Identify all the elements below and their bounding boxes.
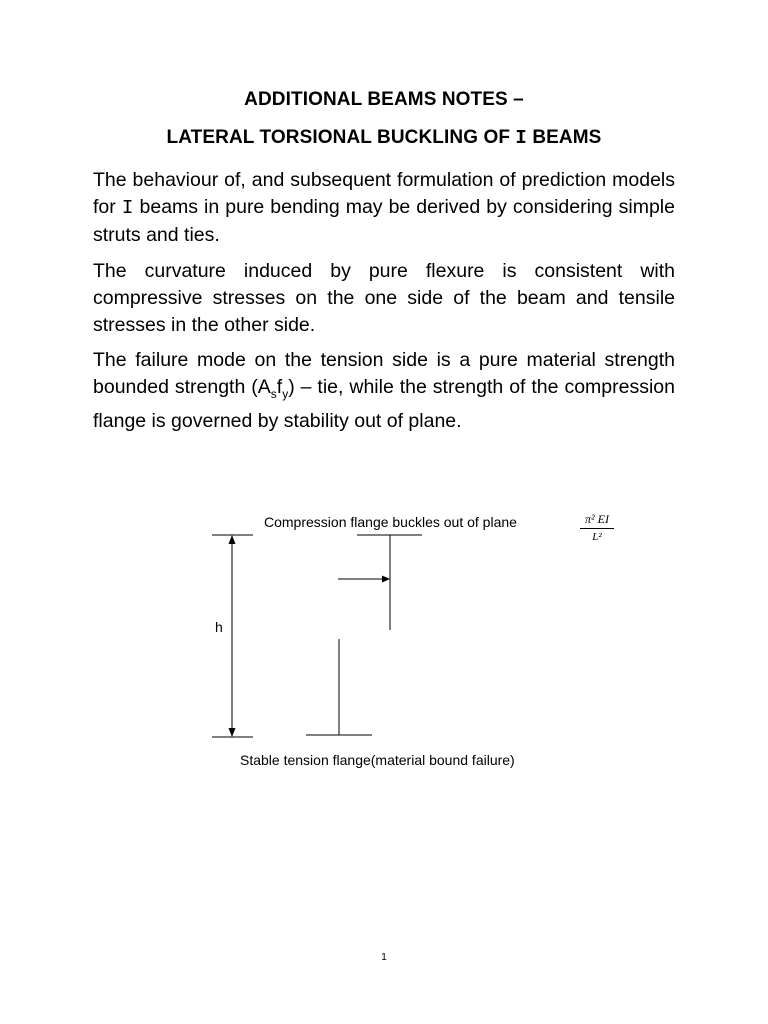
paragraph-curvature: The curvature induced by pure flexure is consistent with compressive stresses on the one side of the beam and tensile stresses in the other side. (93, 260, 675, 336)
euler-buckling-formula (578, 512, 616, 543)
document-subtitle (0, 127, 768, 149)
paragraph-3-f: f (276, 376, 283, 398)
subtitle-text-start: LATERAL TORSIONAL BUCKLING OF (166, 127, 516, 148)
document-title (0, 89, 768, 111)
subtitle-beam-symbol: I (515, 127, 527, 149)
paragraph-failure-mode (93, 347, 675, 435)
subscript-y: y (282, 386, 289, 401)
paragraph-1-beam-symbol: I (121, 197, 134, 219)
subtitle-text-end: BEAMS (526, 127, 602, 148)
compression-flange-label: Compression flange buckles out of plane (264, 514, 517, 530)
formula-numerator: π² EI (585, 512, 609, 526)
paragraph-3-end: ) – tie, while the strength of the compression flange is governed by stability out of plane. (93, 376, 675, 432)
height-arrow-bottom (229, 728, 236, 737)
subscript-s: s (270, 386, 277, 401)
height-arrow-top (229, 535, 236, 544)
paragraph-behaviour (93, 167, 675, 249)
height-label: h (215, 619, 223, 635)
title-line-1: ADDITIONAL BEAMS NOTES – (244, 89, 524, 110)
formula-denominator: L² (592, 531, 602, 543)
page-number: 1 (381, 952, 387, 963)
paragraph-1-start: The behaviour of, and subsequent formulation of prediction models for (93, 169, 675, 218)
formula-fraction-bar (580, 528, 614, 529)
tension-flange-label: Stable tension flange(material bound failure) (240, 752, 515, 768)
paragraph-3-start: The failure mode on the tension side is a pure material strength bounded strength (A (93, 349, 675, 398)
buckling-arrow-head (382, 576, 390, 583)
paragraph-1-end: beams in pure bending may be derived by considering simple struts and ties. (93, 196, 675, 246)
